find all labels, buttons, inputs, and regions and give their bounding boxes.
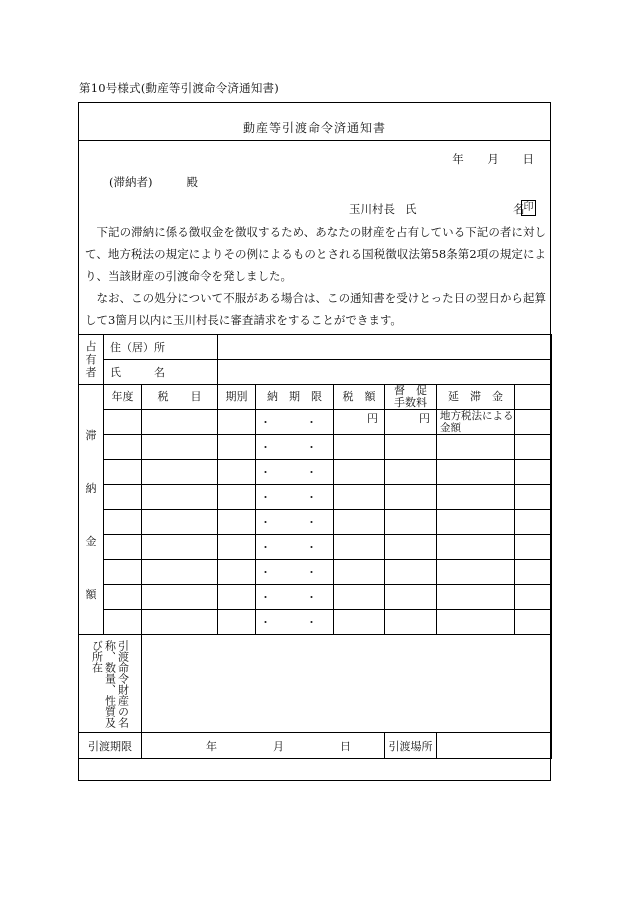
due-date-cell: ・ ・ xyxy=(256,410,334,435)
addressee xyxy=(109,174,198,190)
notice-form xyxy=(78,102,551,781)
notice-paragraph-2: なお、この処分について不服がある場合は、この通知書を受けとった日の翌日から起算して3箇月以内に玉川村長に審査請求をすることができます。 xyxy=(85,291,546,327)
col-late-fee: 延 滞 金 xyxy=(437,385,515,410)
col-year: 年度 xyxy=(104,385,142,410)
occupant-address-value xyxy=(218,335,552,360)
occupant-address-label: 住（居）所 xyxy=(104,335,218,360)
table-row xyxy=(79,610,552,635)
late-fee-note: 地方税法による金額 xyxy=(437,410,515,435)
due-date-cell: ・ ・ xyxy=(256,610,334,635)
delivery-day-label: 日 xyxy=(340,739,351,753)
due-date-cell: ・ ・ xyxy=(256,460,334,485)
issue-date xyxy=(452,151,534,167)
tax-unit: 円 xyxy=(334,410,385,435)
col-extra xyxy=(515,385,552,410)
delivery-year-label: 年 xyxy=(206,739,217,753)
occupant-section-label: 占 有 者 xyxy=(79,335,104,385)
due-date-cell: ・ ・ xyxy=(256,535,334,560)
col-tax-amount: 税 額 xyxy=(334,385,385,410)
col-tax-item: 税 目 xyxy=(142,385,218,410)
due-date-cell: ・ ・ xyxy=(256,585,334,610)
arrears-section-label xyxy=(79,385,104,635)
col-due-date: 納 期 限 xyxy=(256,385,334,410)
property-label: 引渡命令財産の名称、数量、性質及び所在 xyxy=(90,639,130,728)
due-date-cell: ・ ・ xyxy=(256,485,334,510)
occupant-address-row xyxy=(79,335,552,360)
issuer-name-label: 氏 xyxy=(405,202,417,216)
table-row xyxy=(79,510,552,535)
col-reminder-fee: 督 促 手数料 xyxy=(385,385,437,410)
form-caption: 第10号様式(動産等引渡命令済通知書) xyxy=(79,81,279,95)
issuer-name-suffix: 名 xyxy=(513,202,525,216)
details-table xyxy=(78,334,552,759)
table-row xyxy=(79,585,552,610)
form-title: 動産等引渡命令済通知書 xyxy=(242,121,386,135)
property-value xyxy=(142,635,552,733)
due-date-cell: ・ ・ xyxy=(256,560,334,585)
occupant-name-row xyxy=(79,360,552,385)
table-row xyxy=(79,485,552,510)
addressee-honorific: 殿 xyxy=(186,175,198,189)
arrears-header-row xyxy=(79,385,552,410)
arrears-label-char-4: 額 xyxy=(85,587,97,601)
delivery-period-label: 引渡期限 xyxy=(79,733,142,759)
occupant-name-label: 氏 名 xyxy=(104,360,218,385)
table-row xyxy=(79,435,552,460)
table-row xyxy=(79,560,552,585)
arrears-label-char-2: 納 xyxy=(85,481,97,495)
due-date-cell: ・ ・ xyxy=(256,435,334,460)
table-row xyxy=(79,410,552,435)
table-row xyxy=(79,460,552,485)
delivery-month-label: 月 xyxy=(273,739,284,753)
date-month-label: 月 xyxy=(487,152,499,166)
delivery-row xyxy=(79,733,552,759)
col-period: 期別 xyxy=(218,385,256,410)
arrears-label-char-1: 滞 xyxy=(85,428,97,442)
title-divider xyxy=(79,140,550,141)
due-date-cell: ・ ・ xyxy=(256,510,334,535)
property-label-cell xyxy=(79,635,142,733)
addressee-label: (滞納者) xyxy=(109,175,153,189)
issuer-title: 玉川村長 xyxy=(349,202,395,216)
property-row xyxy=(79,635,552,733)
seal-stamp: 印 xyxy=(521,200,536,216)
arrears-label-char-3: 金 xyxy=(85,534,97,548)
date-day-label: 日 xyxy=(522,152,534,166)
notice-paragraph-1: 下記の滞納に係る徴収金を徴収するため、あなたの財産を占有している下記の者に対して、地方税法の規定によりその例によるものとされる国税徴収法第58条第2項の規定により、当該財産の引渡命令を発しました。 xyxy=(85,225,546,283)
date-year-label: 年 xyxy=(452,152,464,166)
table-row xyxy=(79,535,552,560)
occupant-name-value xyxy=(218,360,552,385)
delivery-place-label: 引渡場所 xyxy=(385,733,437,759)
fee-unit: 円 xyxy=(385,410,437,435)
issuer xyxy=(349,201,417,217)
delivery-period-value xyxy=(142,733,385,759)
delivery-place-value xyxy=(437,733,552,759)
